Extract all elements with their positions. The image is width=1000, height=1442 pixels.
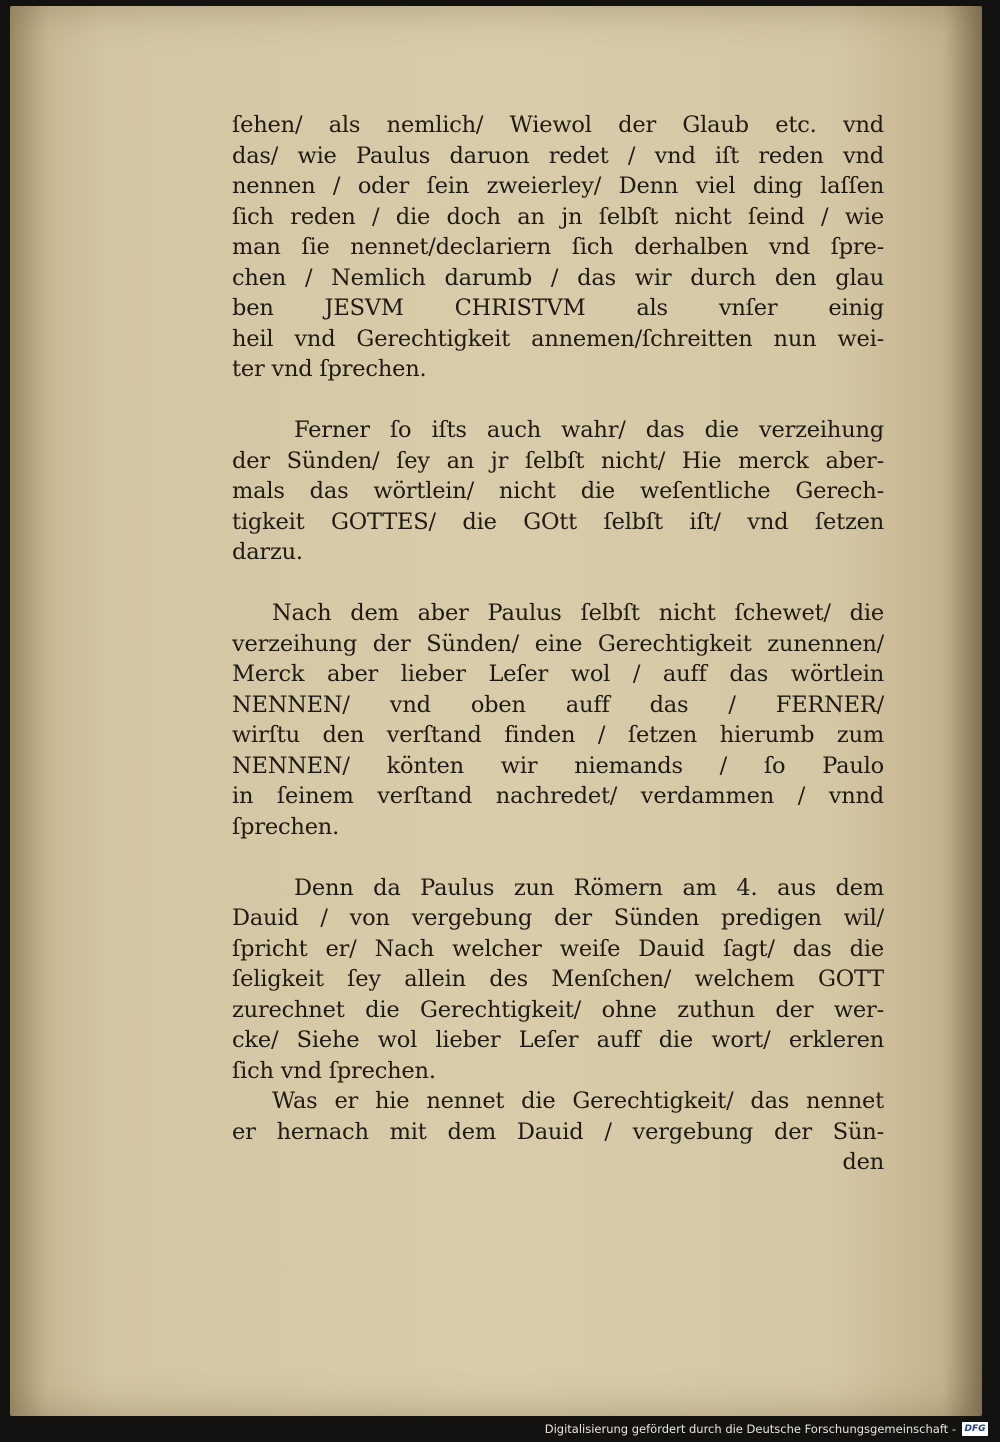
text-line: ter vnd ſprechen. [232,356,427,382]
text-line: Nach dem aber Paulus ſelbſt nicht ſchewet/ die [272,600,884,626]
book-page [10,6,982,1416]
dfg-logo-icon: DFG [962,1422,988,1436]
catchword: den [842,1149,884,1175]
text-line: ſich reden / die doch an jn ſelbſt nicht ſeind / wie [232,203,884,230]
text-line: Ferner ſo iſts auch wahr/ das die verzeihung [294,417,884,443]
text-line: der Sünden/ ſey an jr ſelbſt nicht/ Hie merck aber- [232,447,884,474]
text-line: heil vnd Gerechtigkeit annemen/ſchreitten nun wei- [232,325,884,352]
page-text [232,110,884,1178]
text-line: ben JESVM CHRISTVM als vnſer einig [232,295,884,321]
paragraph-gap [232,568,884,599]
text-line: NENNEN/ vnd oben auff das / FERNER/ [232,691,884,718]
text-line: zurechnet die Gerechtigkeit/ ohne zuthun der wer- [232,996,884,1023]
text-line: tigkeit GOTTES/ die GOtt ſelbſt iſt/ vnd ſetzen [232,508,884,535]
credit-text: Digitalisierung gefördert durch die Deutsche Forschungsgemeinschaft - [544,1422,956,1436]
paragraph-gap [232,842,884,873]
text-line: NENNEN/ könten wir niemands / ſo Paulo [232,752,884,779]
text-line: das/ wie Paulus daruon redet / vnd iſt reden vnd [232,142,884,169]
text-line: ſeligkeit ſey allein des Menſchen/ welchem GOTT [232,966,884,992]
text-line: ſehen/ als nemlich/ Wiewol der Glaub etc. vnd [232,112,884,138]
text-line: ſpricht er/ Nach welcher weiſe Dauid ſagt/ das die [232,935,884,962]
text-line: verzeihung der Sünden/ eine Gerechtigkeit zunennen/ [232,630,884,657]
text-line: Denn da Paulus zun Römern am 4. aus dem [294,874,884,901]
text-line: darzu. [232,539,303,565]
text-line: Was er hie nennet die Gerechtigkeit/ das nennet [272,1088,884,1114]
text-line: Dauid / von vergebung der Sünden predigen wil/ [232,905,884,931]
text-line: in ſeinem verſtand nachredet/ verdammen / vnnd [232,783,884,809]
text-line: nennen / oder ſein zweierley/ Denn viel ding laſſen [232,173,884,199]
text-line: Merck aber lieber Leſer wol / auff das wörtlein [232,661,884,687]
text-line: er hernach mit dem Dauid / vergebung der Sün- [232,1118,884,1145]
digitization-credit [545,1418,988,1440]
text-line: chen / Nemlich darumb / das wir durch den glau [232,264,884,291]
text-line: cke/ Siehe wol lieber Leſer auff die wort/ erkleren [232,1027,884,1053]
text-line: man ſie nennet/declariern ſich derhalben vnd ſpre- [232,234,884,260]
text-line: ſprechen. [232,813,340,840]
text-line: mals das wörtlein/ nicht die weſentliche Gerech- [232,478,884,504]
text-line: wirſtu den verſtand finden / ſetzen hierumb zum [232,722,884,748]
paragraph-gap [232,385,884,416]
text-line: ſich vnd ſprechen. [232,1057,436,1084]
